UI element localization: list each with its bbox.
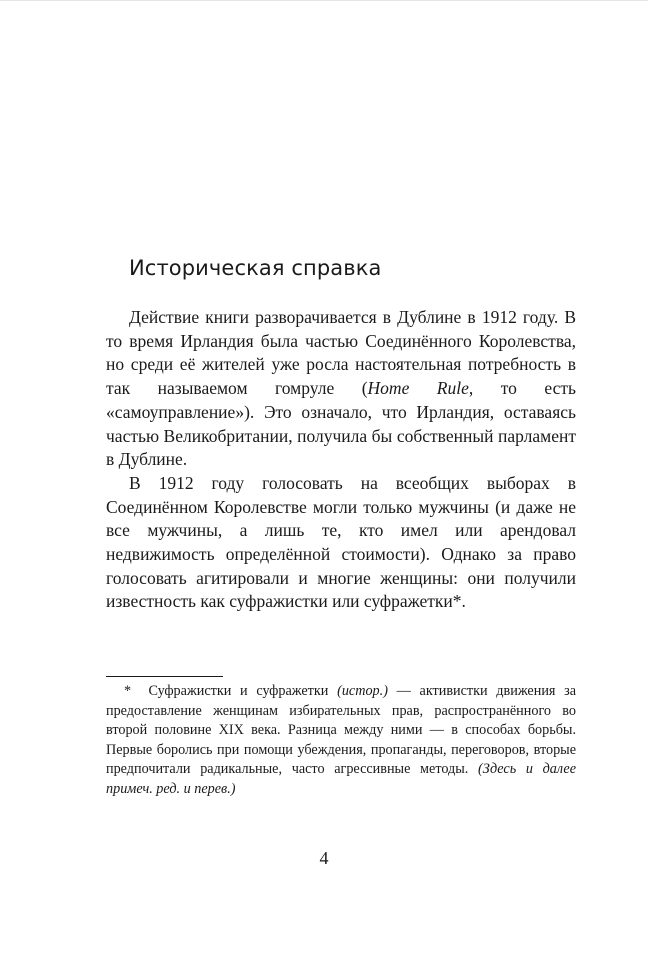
page-number: 4 (319, 848, 329, 868)
page-content (106, 250, 576, 614)
paragraph-2: В 1912 году голосовать на всеобщих выборах в Соединённом Королевстве могли только мужчины (и даже не все мужчины, а лишь те, кто имел или арендовал недвижимость определённой стоимости). Однако за право голосовать агитировали и многие женщины: они получили известность как суфражистки или суфражетки*. (106, 472, 576, 612)
footnote-term-note: (истор.) (337, 683, 388, 699)
paragraph-1-text-start: Действие книги разворачивается в Дублине в 1912 году. В то время Ирландия была частью Соединённого Королевства, но среди её жителей уже росла настоятельная потребность в так называемом гомруле ( (106, 307, 576, 399)
footnote-separator (106, 676, 223, 677)
section-heading: Историческая справка (129, 256, 382, 280)
body-text (106, 306, 576, 614)
paragraph-1-italic-term: Home Rule (367, 378, 469, 399)
paragraph-1 (106, 306, 576, 472)
page-top-edge (0, 0, 648, 1)
footnote-marker: * (124, 683, 132, 699)
footnote-editor-note: (Здесь и далее примеч. ред. и перев.) (106, 761, 577, 797)
paragraph-1-text-end: , то есть «самоуправление»). Это означало, что Ирландия, оставаясь частью Великобритании, получила бы собственный парламент в Дублине. (106, 378, 576, 470)
footnote-term: Суфражистки и суфражетки (148, 683, 329, 699)
footnote-text: — активистки движения за предоставление женщинам избирательных прав, распространённого во второй половине XIX века. Разница между ними — в способах борьбы. Первые боролись при помощи убеждения, пропаганды, переговоров, вторые предпочитали радикальные, часто агрессивные методы. (106, 683, 577, 778)
footnote (106, 682, 576, 800)
footnote-paragraph (106, 682, 576, 800)
